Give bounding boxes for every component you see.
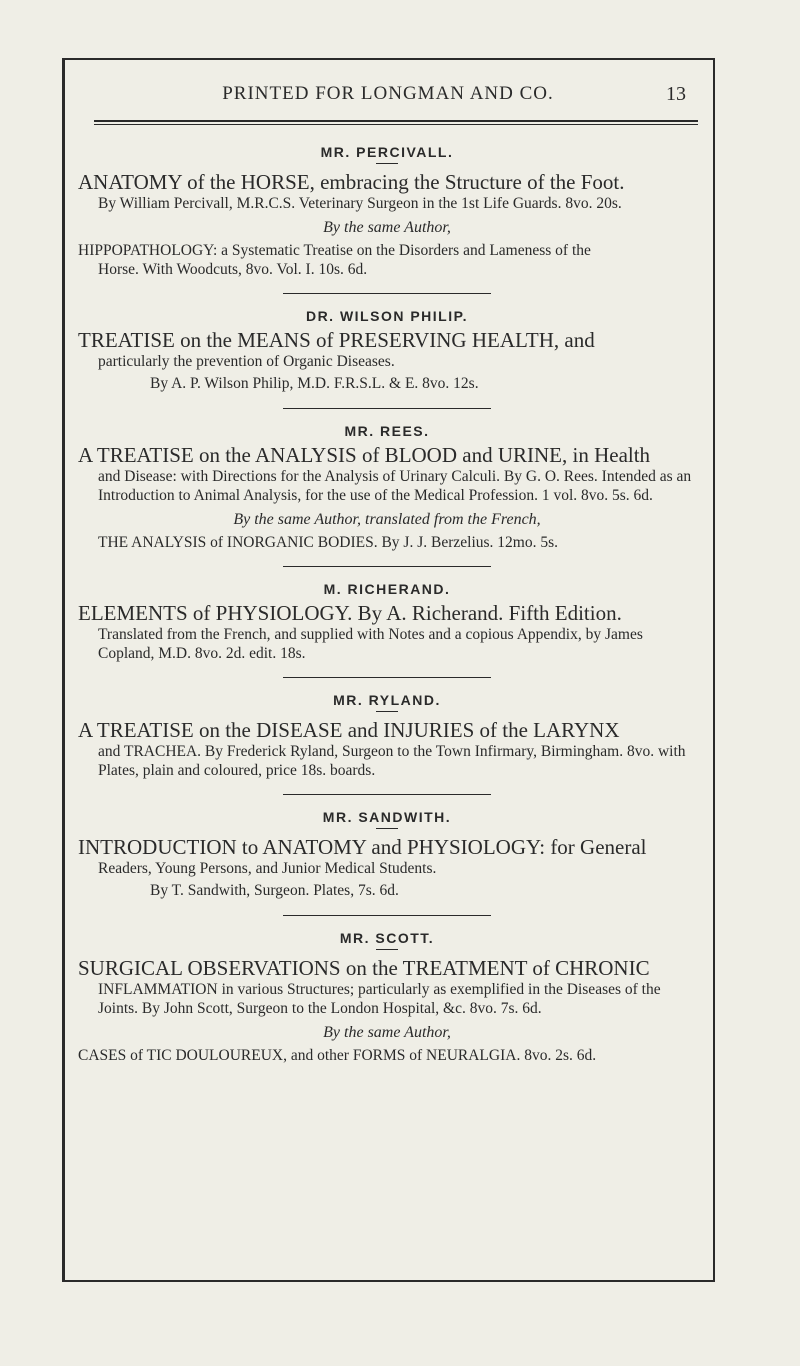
running-header bbox=[90, 83, 686, 113]
section-richerand bbox=[78, 581, 696, 678]
header-rule bbox=[94, 120, 698, 122]
short-rule bbox=[376, 163, 398, 164]
section-divider bbox=[283, 794, 491, 795]
section-wilson-philip bbox=[78, 308, 696, 409]
entry-body: By William Percivall, M.R.C.S. Veterinary Surgeon in the 1st Life Guards. 8vo. 20s. bbox=[98, 195, 622, 212]
page-number: 13 bbox=[666, 83, 686, 105]
short-rule bbox=[376, 828, 398, 829]
entry-title: ELEMENTS of PHYSIOLOGY. By A. Richerand. Fifth Edition. bbox=[78, 601, 622, 625]
catalogue-content bbox=[78, 130, 696, 1065]
entry-title: HIPPOPATHOLOGY: a Systematic Treatise on the Disorders and Lameness of the bbox=[78, 242, 591, 259]
entry-note: By the same Author, bbox=[323, 1024, 451, 1041]
entry-title: TREATISE on the MEANS of PRESERVING HEALTH, and bbox=[78, 328, 595, 352]
entry-body: THE ANALYSIS of INORGANIC BODIES. By J. J. Berzelius. 12mo. 5s. bbox=[98, 534, 558, 551]
section-divider bbox=[283, 566, 491, 567]
header-title: PRINTED FOR LONGMAN AND CO. bbox=[222, 83, 554, 104]
header-rule-thin bbox=[94, 124, 698, 125]
author-heading: MR. RYLAND. bbox=[333, 692, 441, 708]
entry-byline: By A. P. Wilson Philip, M.D. F.R.S.L. & E. 8vo. 12s. bbox=[150, 375, 479, 392]
entry-title: A TREATISE on the ANALYSIS of BLOOD and URINE, in Health bbox=[78, 443, 651, 467]
short-rule bbox=[376, 711, 398, 712]
author-heading: MR. PERCIVALL. bbox=[320, 144, 454, 160]
entry-title: ANATOMY of the HORSE, embracing the Structure of the Foot. bbox=[78, 170, 625, 194]
entry-body: CASES of TIC DOULOUREUX, and other FORMS of NEURALGIA. 8vo. 2s. 6d. bbox=[78, 1047, 597, 1064]
section-sandwith bbox=[78, 809, 696, 916]
section-divider bbox=[283, 408, 491, 409]
section-percivall bbox=[78, 144, 696, 294]
entry-body: INFLAMMATION in various Structures; particularly as exemplified in the Diseases of the Joints. By John Scott, Surgeon to the London Hospital, &c. 8vo. 7s. 6d. bbox=[98, 981, 661, 1017]
short-rule bbox=[376, 949, 398, 950]
section-scott bbox=[78, 930, 696, 1065]
author-heading: MR. REES. bbox=[344, 423, 430, 439]
entry-title: SURGICAL OBSERVATIONS on the TREATMENT of CHRONIC bbox=[78, 956, 650, 980]
section-divider bbox=[283, 293, 491, 294]
author-heading: MR. SANDWITH. bbox=[322, 809, 452, 825]
entry-body: Readers, Young Persons, and Junior Medical Students. bbox=[98, 860, 437, 877]
author-heading: DR. WILSON PHILIP. bbox=[305, 308, 469, 324]
entry-body: Horse. With Woodcuts, 8vo. Vol. I. 10s. 6d. bbox=[98, 261, 368, 278]
entry-title: INTRODUCTION to ANATOMY and PHYSIOLOGY: for General bbox=[78, 835, 647, 859]
author-heading: MR. SCOTT. bbox=[339, 930, 435, 946]
entry-note: By the same Author, bbox=[323, 219, 451, 236]
entry-body: and TRACHEA. By Frederick Ryland, Surgeon to the Town Infirmary, Birmingham. 8vo. with Plates, plain and coloured, price 18s. boards. bbox=[98, 743, 686, 779]
author-heading: M. RICHERAND. bbox=[323, 581, 451, 597]
section-ryland bbox=[78, 692, 696, 795]
section-rees bbox=[78, 423, 696, 567]
entry-body: Translated from the French, and supplied with Notes and a copious Appendix, by James Copland, M.D. 8vo. 2d. edit. 18s. bbox=[98, 626, 643, 662]
entry-body: particularly the prevention of Organic Diseases. bbox=[98, 353, 395, 370]
entry-title: A TREATISE on the DISEASE and INJURIES of the LARYNX bbox=[78, 718, 620, 742]
entry-byline: By T. Sandwith, Surgeon. Plates, 7s. 6d. bbox=[150, 882, 399, 899]
entry-body: and Disease: with Directions for the Analysis of Urinary Calculi. By G. O. Rees. Intended as an Introduction to Animal Analysis, for the use of the Medical Profession. 1 vol. 8vo. 5s. 6d. bbox=[98, 468, 692, 504]
section-divider bbox=[283, 677, 491, 678]
section-divider bbox=[283, 915, 491, 916]
entry-note: By the same Author, translated from the French, bbox=[233, 511, 541, 528]
